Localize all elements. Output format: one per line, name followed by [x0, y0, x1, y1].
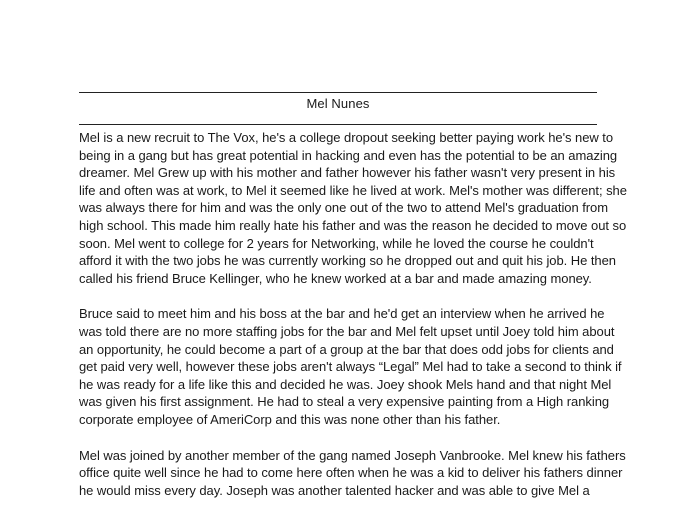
- paragraph-line: afford it with the two jobs he was currently working so he dropped out and quit his job. He then: [79, 253, 616, 269]
- paragraph-line: Bruce said to meet him and his boss at the bar and he'd get an interview when he arrived he: [79, 306, 605, 322]
- header-top-rule: [79, 92, 597, 93]
- paragraph-line: Mel was joined by another member of the gang named Joseph Vanbrooke. Mel knew his fathers: [79, 447, 626, 463]
- paragraph-1: [79, 129, 627, 287]
- document-body: [79, 129, 627, 517]
- paragraph-line: he would miss every day. Joseph was another talented hacker and was able to give Mel a: [79, 482, 590, 498]
- paragraph-line: was given his first assignment. He had to steal a very expensive painting from a High ranking: [79, 394, 610, 410]
- paragraph-line: was told there are no more staffing jobs for the bar and Mel felt upset until Joey told him about: [79, 323, 615, 339]
- paragraph-line: office quite well since he had to come here often when he was a kid to deliver his fathers dinner: [79, 465, 623, 481]
- paragraph-line: corporate employee of AmeriCorp and this was none other than his father.: [79, 411, 501, 427]
- paragraph-line: Mel is a new recruit to The Vox, he's a college dropout seeking better paying work he's new to: [79, 130, 614, 145]
- paragraph-line: high school. This made him really hate his father and was the reason he decided to move out so: [79, 217, 627, 233]
- paragraph-line: soon. Mel went to college for 2 years for Networking, while he loved the course he couldn't: [79, 235, 594, 251]
- paragraph-line: he was ready for a life like this and decided he was. Joey shook Mels hand and that night Mel: [79, 376, 612, 392]
- paragraph-line: life and often was at work, to Mel it seemed like he lived at work. Mel's mother was different; she: [79, 182, 627, 198]
- paragraph-line: was always there for him and was the only one out of the two to attend Mel's graduation from: [79, 200, 609, 216]
- paragraph-line: called his friend Bruce Kellinger, who he knew worked at a bar and made amazing money.: [79, 270, 592, 286]
- paragraph-line: get paid very well, however these jobs aren't always “Legal” Mel had to take a second to think if: [79, 359, 622, 375]
- header-bottom-rule: [79, 124, 597, 125]
- document-title: Mel Nunes: [306, 96, 370, 111]
- paragraph-line: dreamer. Mel Grew up with his mother and father however his father wasn't very present in his: [79, 165, 616, 181]
- paragraph-line: being in a gang but has great potential in hacking and even has the potential to be an amazing: [79, 147, 618, 163]
- paragraph-line: an opportunity, he could become a part of a group at the bar that does odd jobs for clients and: [79, 341, 614, 357]
- paragraph-2: [79, 305, 622, 428]
- paragraph-3: [79, 447, 626, 500]
